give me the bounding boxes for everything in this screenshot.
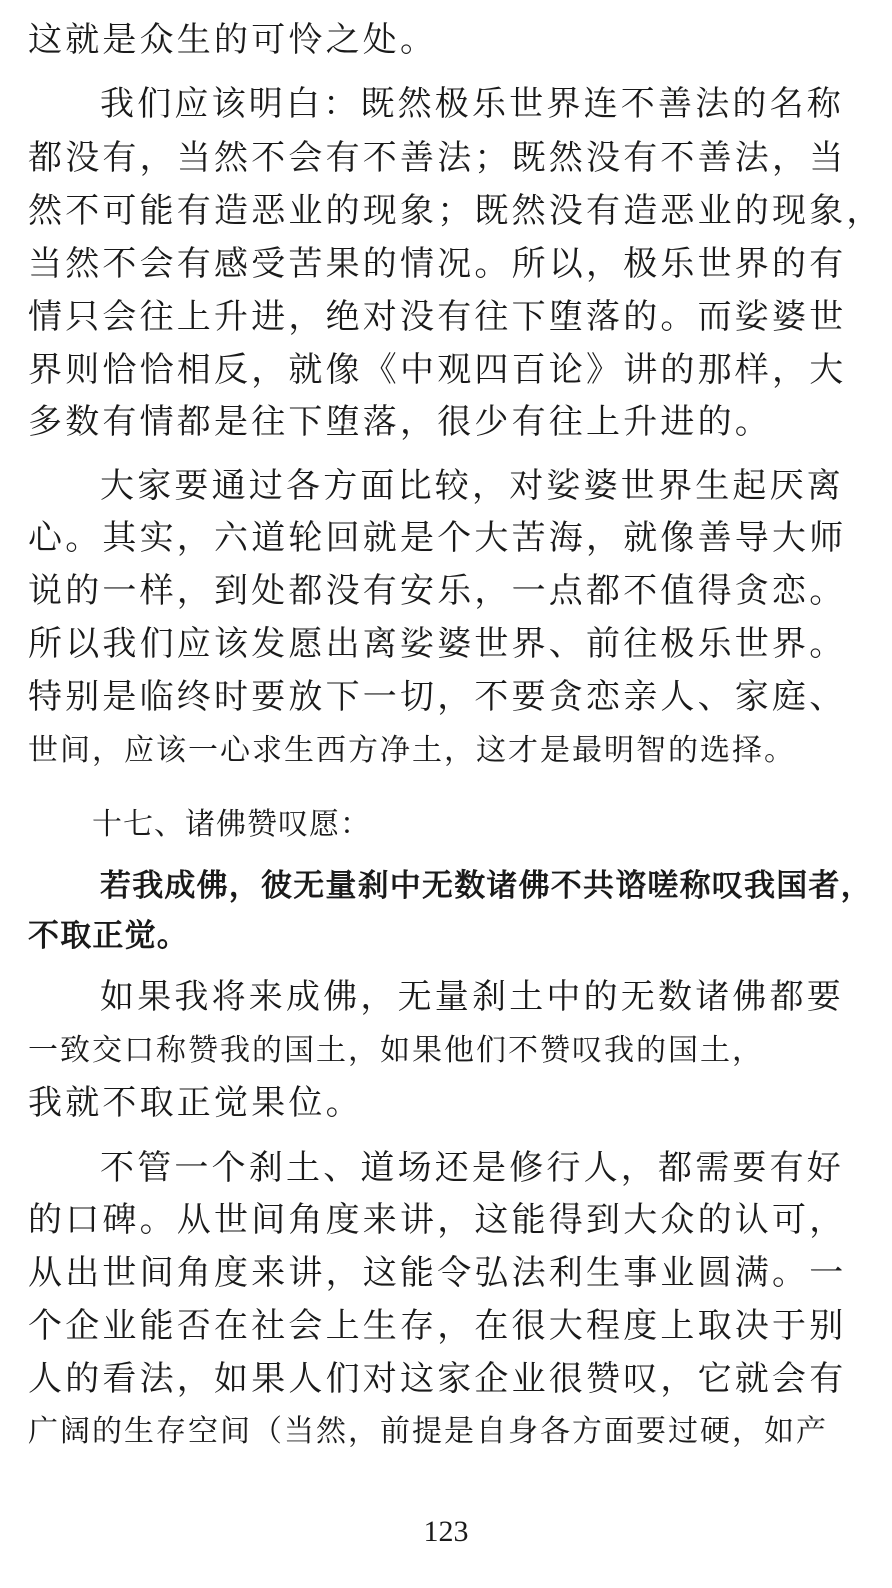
text-line: 世间，应该一心求生西方净土，这才是最明智的选择。 [28,733,796,768]
text-line: 然不可能有造恶业的现象；既然没有造恶业的现象， [28,191,884,231]
page-number: 123 [423,1515,469,1548]
text-line: 大家要通过各方面比较，对娑婆世界生起厌离 [100,466,844,506]
text-line: 情只会往上升进，绝对没有往下堕落的。而娑婆世 [28,297,847,337]
text-line: 如果我将来成佛，无量刹土中的无数诸佛都要 [100,977,844,1017]
sutra-quote-line: 不取正觉。 [28,918,189,954]
text-line: 不管一个刹土、道场还是修行人，都需要有好 [100,1148,844,1188]
text-line: 心。其实，六道轮回就是个大苦海，就像善导大师 [28,518,847,558]
text-line: 广阔的生存空间（当然，前提是自身各方面要过硬，如产 [28,1414,828,1449]
text-line: 当然不会有感受苦果的情况。所以，极乐世界的有 [28,244,847,284]
text-line: 个企业能否在社会上生存，在很大程度上取决于别 [28,1306,847,1346]
text-line: 的口碑。从世间角度来讲，这能得到大众的认可， [28,1200,847,1240]
text-line: 这就是众生的可怜之处。 [28,20,438,60]
sutra-quote-line: 若我成佛，彼无量刹中无数诸佛不共谘嗟称叹我国者， [100,868,873,904]
text-line: 多数有情都是往下堕落，很少有往上升进的。 [28,402,772,442]
text-line: 一致交口称赞我的国土，如果他们不赞叹我的国土， [28,1033,764,1068]
text-line: 界则恰恰相反，就像《中观四百论》讲的那样，大 [28,350,847,390]
text-line: 说的一样，到处都没有安乐，一点都不值得贪恋。 [28,571,847,611]
text-line: 都没有，当然不会有不善法；既然没有不善法，当 [28,138,847,178]
text-line: 从出世间角度来讲，这能令弘法利生事业圆满。一 [28,1253,847,1293]
text-line: 所以我们应该发愿出离娑婆世界、前往极乐世界。 [28,624,847,664]
text-line: 我就不取正觉果位。 [28,1083,363,1123]
text-line: 我们应该明白：既然极乐世界连不善法的名称 [100,84,844,124]
text-line: 人的看法，如果人们对这家企业很赞叹，它就会有 [28,1359,847,1399]
text-line: 特别是临终时要放下一切，不要贪恋亲人、家庭、 [28,677,847,717]
section-heading: 十七、诸佛赞叹愿： [92,807,371,842]
